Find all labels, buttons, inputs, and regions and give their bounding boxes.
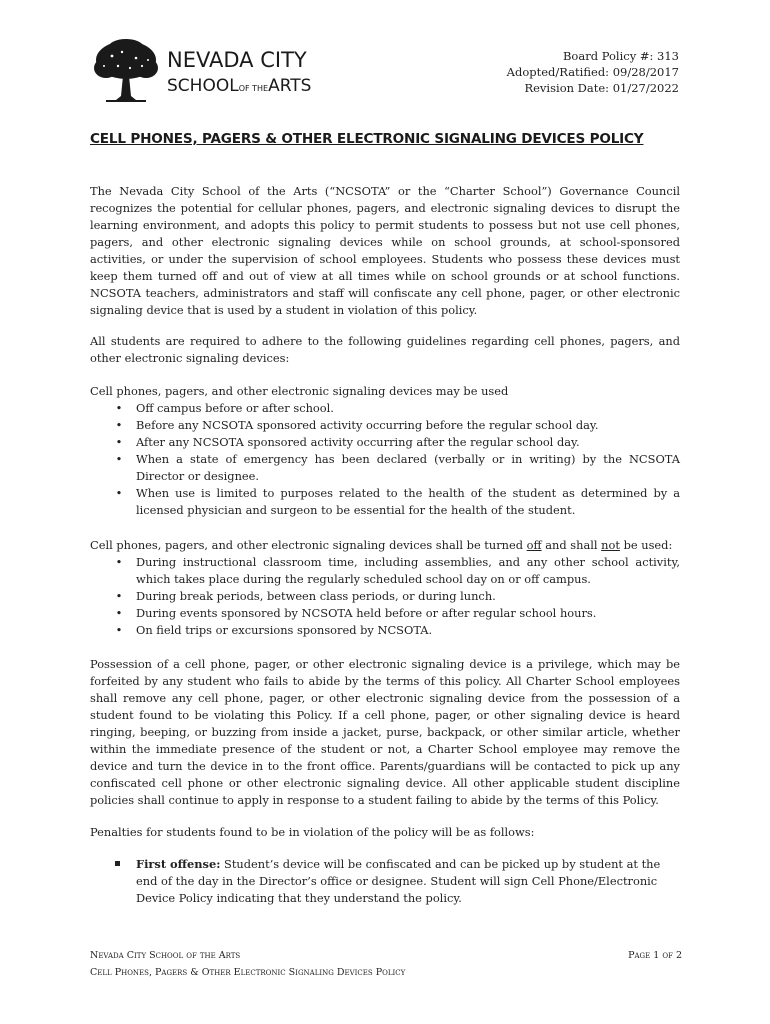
adopted-date: Adopted/Ratified: 09/28/2017 xyxy=(506,65,679,79)
list-item: • During events sponsored by NCSOTA held before or after regular school hours. xyxy=(115,606,597,620)
policy-meta xyxy=(507,48,679,96)
list-item: • On field trips or excursions sponsored by NCSOTA. xyxy=(115,623,433,637)
guidelines-paragraph: All students are required to adhere to the following guidelines regarding cell phones, pagers, and other electronic signaling devices: xyxy=(90,334,680,365)
school-logo xyxy=(92,38,342,106)
list-item: • After any NCSOTA sponsored activity occurring after the regular school day. xyxy=(115,435,580,449)
policy-number: Board Policy #: 313 xyxy=(562,49,679,63)
revision-date: Revision Date: 01/27/2022 xyxy=(524,81,679,95)
not-used-list xyxy=(90,554,680,639)
list-item: • Off campus before or after school. xyxy=(115,401,334,415)
penalties-lead: Penalties for students found to be in violation of the policy will be as follows: xyxy=(90,825,535,839)
intro-paragraph: The Nevada City School of the Arts (“NCSOTA” or the “Charter School”) Governance Council recognizes the potential for cellular phones, pagers, and electronic signaling devices to disrupt the learning environment, and adopts this policy to permit students to possess but not use cell phones, pagers, and other electronic signaling devices while on school grounds, at school-sponsored activities, or under the supervision of school employees. Students who possess these devices must keep them turned off and out of view at all times while on school grounds or at school functions. NCSOTA teachers, administrators and staff will confiscate any cell phone, pager, or other electronic signaling device that is used by a student in violation of this policy. xyxy=(90,184,680,317)
list-item: • During instructional classroom time, including assemblies, and any other school activity, which takes place during the regularly scheduled school day on or off campus. xyxy=(115,555,680,586)
policy-title: CELL PHONES, PAGERS & OTHER ELECTRONIC SIGNALING DEVICES POLICY xyxy=(90,131,644,147)
footer-policy-name: Cell Phones, Pagers & Other Electronic Signaling Devices Policy xyxy=(90,967,406,978)
list-item: • Before any NCSOTA sponsored activity occurring before the regular school day. xyxy=(115,418,599,432)
logo-school-name: NEVADA CITY xyxy=(167,48,307,72)
footer-school-name: Nevada City School of the Arts xyxy=(90,950,241,961)
possession-paragraph: Possession of a cell phone, pager, or other electronic signaling device is a privilege, which may be forfeited by any student who fails to abide by the terms of this policy. All Charter School employees shall remove any cell phone, pager, or other electronic signaling device from the possession of a student found to be violating this Policy. If a cell phone, pager, or other signaling device is heard ringing, beeping, or buzzing from inside a jacket, purse, backpack, or other similar article, whether within the immediate presence of the student or not, a Charter School employee may remove the device and turn the device in to the front office. Parents/guardians will be contacted to pick up any confiscated cell phone or other electronic signaling device. All other applicable student discipline policies shall continue to apply in response to a student failing to abide by the terms of this Policy. xyxy=(90,657,680,807)
penalties-list xyxy=(90,856,680,907)
list-item: • When use is limited to purposes related to the health of the student as determined by a licensed physician and surgeon to be essential for the health of the student. xyxy=(115,486,680,517)
tree-logo-icon xyxy=(92,38,160,104)
logo-subtitle: SCHOOLOF THEARTS xyxy=(167,76,312,96)
list-item: • When a state of emergency has been declared (verbally or in writing) by the NCSOTA Director or designee. xyxy=(115,452,680,483)
list-item: • During break periods, between class periods, or during lunch. xyxy=(115,589,496,603)
may-be-used-list xyxy=(90,400,680,519)
not-used-lead: Cell phones, pagers, and other electronic signaling devices shall be turned off and shall not be used: xyxy=(90,538,673,552)
may-be-used-lead: Cell phones, pagers, and other electronic signaling devices may be used xyxy=(90,384,509,398)
page-number: Page 1 of 2 xyxy=(628,950,682,961)
square-bullet-icon xyxy=(115,861,120,866)
list-item: First offense: Student’s device will be confiscated and can be picked up by student at the end of the day in the Director’s office or designee. Student will sign Cell Phone/Electronic Device Policy indicating that they understand the policy. xyxy=(90,856,680,907)
